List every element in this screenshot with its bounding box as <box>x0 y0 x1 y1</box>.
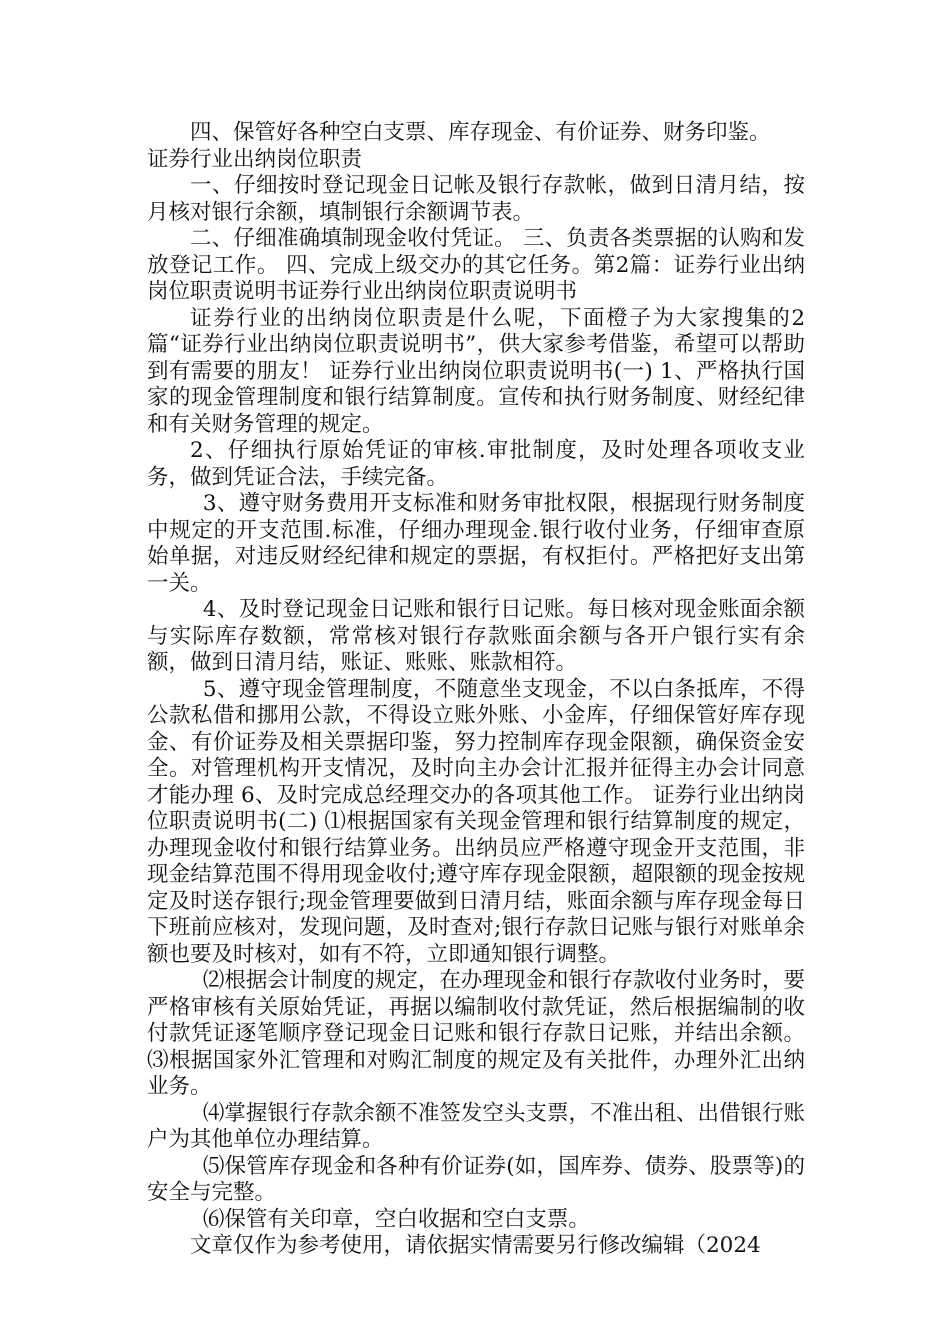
paragraph-item-5-6: 5、遵守现金管理制度，不随意坐支现金，不以白条抵库，不得公款私借和挪用公款，不得设立账外账、小金库，仔细保管好库存现金、有价证券及相关票据印鉴，努力控制库存现金限额，确保资金安全。对管理机构开支情况，及时向主办会计汇报并征得主办会计同意才能办理 6、及时完成总经理交办的各项其他工作。 证券行业出纳岗位职责说明书(二) ⑴根据国家有关现金管理和银行结算制度的规定，办理现金收付和银行结算业务。出纳员应严格遵守现金开支范围，非现金结算范围不得用现金收付;遵守库存现金限额，超限额的现金按规定及时送存银行;现金管理要做到日清月结，账面余额与库存现金每日下班前应核对，发现问题，及时查对;银行存款日记账与银行对账单余额也要及时核对，如有不符，立即通知银行调整。 <box>147 676 805 967</box>
paragraph-sub-2-3: ⑵根据会计制度的规定，在办理现金和银行存款收付业务时，要严格审核有关原始凭证，再据以编制收付款凭证，然后根据编制的收付款凭证逐笔顺序登记现金日记账和银行存款日记账，并结出余额。 ⑶根据国家外汇管理和对购汇制度的规定及有关批件，办理外汇出纳业务。 <box>147 968 805 1099</box>
paragraph-sub-4: ⑷掌握银行存款余额不准签发空头支票，不准出租、出借银行账户为其他单位办理结算。 <box>147 1100 805 1152</box>
paragraph-safekeeping: 四、保管好各种空白支票、库存现金、有价证券、财务印鉴。 <box>190 120 771 145</box>
paragraph-sub-5: ⑸保管库存现金和各种有价证券(如，国库券、债券、股票等)的安全与完整。 <box>147 1153 805 1205</box>
paragraph-sub-6: ⑹保管有关印章，空白收据和空白支票。 <box>202 1206 590 1232</box>
paragraph-duty-1: 一、仔细按时登记现金日记帐及银行存款帐，做到日清月结，按月核对银行余额，填制银行余额调节表。 <box>147 173 805 225</box>
paragraph-item-2: 2、仔细执行原始凭证的审核.审批制度，及时处理各项收支业务，做到凭证合法，手续完备。 <box>147 438 805 490</box>
paragraph-item-3: 3、遵守财务费用开支标准和财务审批权限，根据现行财务制度中规定的开支范围.标准，仔细办理现金.银行收付业务，仔细审查原始单据，对违反财经纪律和规定的票据，有权拒付。严格把好支出第一关。 <box>147 491 805 596</box>
paragraph-duty-2-4: 二、仔细准确填制现金收付凭证。 三、负责各类票据的认购和发放登记工作。 四、完成上级交办的其它任务。第2篇：证券行业出纳岗位职责说明书证券行业出纳岗位职责说明书 <box>147 226 805 304</box>
paragraph-intro-article-2: 证券行业的出纳岗位职责是什么呢，下面橙子为大家搜集的2篇“证券行业出纳岗位职责说明书”，供大家参考借鉴，希望可以帮助到有需要的朋友！ 证券行业出纳岗位职责说明书(一) 1、严格执行国家的现金管理制度和银行结算制度。宣传和执行财务制度、财经纪律和有关财务管理的规定。 <box>147 305 805 437</box>
paragraph-disclaimer: 文章仅作为参考使用，请依据实情需要另行修改编辑（2024 <box>190 1233 761 1258</box>
paragraph-item-4: 4、及时登记现金日记账和银行日记账。每日核对现金账面余额与实际库存数额，常常核对银行存款账面余额与各开户银行实有余额，做到日清月结，账证、账账、账款相符。 <box>147 597 805 675</box>
document-body <box>147 120 805 1260</box>
section-heading: 证券行业出纳岗位职责 <box>147 146 363 172</box>
